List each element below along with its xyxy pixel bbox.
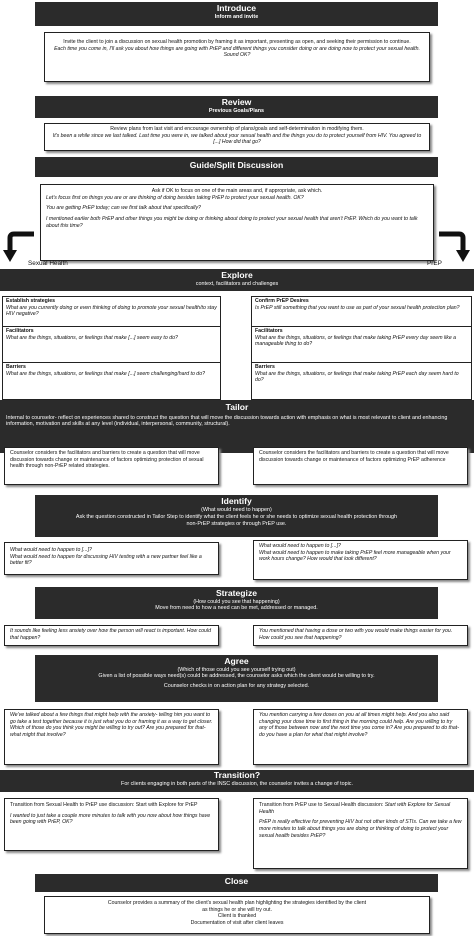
strategize-right-text: You mentioned that having a dose or two with you would make things easier for you. How could you see that happening? bbox=[259, 628, 453, 641]
explore-right-heading-1: Confirm PrEP Desires bbox=[255, 298, 309, 304]
explore-right-text-1: Is PrEP still something that you want to use as part of your sexual health protection plan? bbox=[255, 304, 460, 311]
identify-left-q1: What would need to happen to [...]? bbox=[10, 547, 92, 553]
tailor-text: Internal to counselor- reflect on experiences shared to construct the question that will move the discussion towards action with emphasis on what is most relevant to client and enhancing information, motivation and skills at any level (individual, interpersonal, community, structural). bbox=[6, 414, 448, 428]
explore-left-text-2: What are the things, situations, or feelings that make [...] seem easy to do? bbox=[6, 334, 178, 341]
identify-title: Identify bbox=[221, 496, 252, 506]
identify-right-q2: What would need to happen to make taking PrEP feel more manageable when your work hours change? How would that look different? bbox=[259, 549, 451, 563]
explore-left-strategies bbox=[3, 297, 220, 327]
strategize-left-text: It sounds like feeling less anxiety over how the person will react is important. How could that happen? bbox=[10, 628, 211, 641]
transition-title: Transition? bbox=[213, 770, 261, 780]
strategize-subtitle: (How could you see that happening) bbox=[193, 598, 280, 605]
review-header bbox=[35, 96, 438, 118]
explore-right-barriers bbox=[252, 363, 471, 386]
explore-left-heading-3: Barriers bbox=[6, 364, 26, 370]
explore-left-heading-2: Facilitators bbox=[6, 328, 34, 334]
review-box bbox=[44, 123, 430, 151]
introduce-text: Invite the client to join a discussion on sexual health promotion by framing it as important, presenting as open, and seeking their permission to continue. bbox=[63, 39, 411, 45]
right-curved-arrow-icon bbox=[437, 228, 471, 264]
identify-text: Ask the question constructed in Tailor Step to identify what the client feels he or she needs to optimize sexual health protection through non-PrEP strategies or through PrEP use. bbox=[75, 514, 398, 527]
agree-subtitle: (Which of those could you see yourself trying out) bbox=[177, 666, 296, 673]
review-text: Review plans from last visit and encourage ownership of plans/goals and self-determination in modifying them. bbox=[110, 126, 364, 132]
tailor-title: Tailor bbox=[225, 402, 249, 412]
sexual-health-label: Sexual Health bbox=[28, 260, 68, 267]
tailor-right-text: Counselor considers the facilitators and barriers to create a question that will move discussion towards change or maintenance of factors optimizing PrEP adherence bbox=[259, 450, 449, 463]
strategize-title: Strategize bbox=[215, 588, 258, 598]
guide-quote-3: I mentioned earlier both PrEP and other things you might be doing or thinking about doing to protect your sexual health that aren't PrEP. Which do you want to talk about this time? bbox=[46, 215, 418, 229]
close-line-2: Client is thanked bbox=[217, 913, 257, 920]
introduce-title: Introduce bbox=[216, 3, 257, 13]
strategize-text: Move from need to how a need can be met, addressed or managed. bbox=[155, 605, 318, 612]
agree-text-2: Counselor checks in on action plan for any strategy selected. bbox=[163, 682, 310, 689]
explore-right-text-3: What are the things, situations, or feelings that make taking PrEP each day seem hard to do? bbox=[255, 370, 459, 384]
explore-left-facilitators bbox=[3, 327, 220, 363]
guide-quote-2: You are getting PrEP today; can we first talk about that specifically? bbox=[46, 205, 201, 212]
explore-right-text-2: What are the things, situations, or feelings that make taking PrEP every day seem like a manageable thing to do? bbox=[255, 334, 457, 348]
explore-right-heading-2: Facilitators bbox=[255, 328, 283, 334]
agree-title: Agree bbox=[224, 656, 249, 666]
explore-title: Explore bbox=[221, 270, 253, 280]
close-box bbox=[44, 896, 430, 934]
close-header bbox=[35, 874, 438, 892]
guide-quote-1: Let's focus first on things you are or are thinking of doing besides taking PrEP to protect your sexual health. OK? bbox=[46, 194, 304, 201]
identify-left-box bbox=[4, 542, 219, 575]
identify-right-q1: What would need to happen to [...]? bbox=[259, 543, 341, 549]
tailor-header bbox=[0, 400, 474, 453]
guide-header bbox=[35, 157, 438, 177]
left-curved-arrow-icon bbox=[2, 228, 36, 264]
introduce-quote: Each time you come in, I'll ask you about how things are going with PrEP and different things you consider doing or are doing now to protect your sexual health. Sound OK? bbox=[54, 45, 420, 59]
guide-text: Ask if OK to focus on one of the main areas and, if appropriate, ask which. bbox=[151, 188, 323, 194]
tailor-right-box bbox=[253, 447, 468, 485]
identify-header bbox=[35, 495, 438, 537]
review-title: Review bbox=[221, 97, 252, 107]
introduce-subtitle: Inform and invite bbox=[214, 13, 259, 20]
transition-left-head: Transition from Sexual Health to PrEP use discussion: Start with Explore for PrEP bbox=[10, 802, 198, 808]
review-quote: It's been a while since we last talked. Last time you were in, we talked about your sexual health and the things you do to protect yourself from HIV. You agreed to [...] How did that go? bbox=[52, 132, 422, 146]
identify-right-box bbox=[253, 540, 468, 580]
explore-left-panel bbox=[2, 296, 221, 400]
explore-left-barriers bbox=[3, 363, 220, 379]
tailor-left-text: Counselor considers the facilitators and barriers to create a question that will move discussion towards change or maintenance of factors optimizing protection of sexual health through non-PrEP related strategies. bbox=[10, 450, 204, 470]
transition-left-quote: I wanted to just take a couple more minutes to talk with you now about how things have been going with PrEP, OK? bbox=[10, 812, 211, 826]
agree-header bbox=[35, 655, 438, 702]
transition-subtitle: For clients engaging in both parts of the INSC discussion, the counselor invites a change of topic. bbox=[121, 780, 353, 787]
guide-box bbox=[40, 184, 434, 261]
transition-right-head-b: Start with Explore for Sexual Health bbox=[259, 802, 451, 815]
explore-right-panel bbox=[251, 296, 472, 400]
explore-header bbox=[0, 269, 474, 291]
agree-text: Given a list of possible ways need(s) could be addressed, the counselor asks which the client would be willing to try. bbox=[98, 673, 375, 680]
explore-left-text-1: What are you currently doing or even thinking of doing to promote your sexual health/to stay HIV negative? bbox=[6, 304, 217, 318]
close-title: Close bbox=[224, 876, 249, 886]
explore-left-heading-1: Establish strategies bbox=[6, 298, 56, 304]
close-line-1: Counselor provides a summary of the client's sexual health plan highlighting the strategies identified by the client as things he or she will try out. bbox=[107, 900, 367, 913]
transition-left-box bbox=[4, 798, 219, 851]
introduce-header bbox=[35, 2, 438, 26]
strategize-right-box bbox=[253, 625, 468, 646]
close-line-3: Documentation of visit after client leaves bbox=[190, 919, 284, 926]
explore-left-text-3: What are the things, situations, or feelings that make [...] seem challenging/hard to do? bbox=[6, 370, 205, 377]
review-subtitle: Previous Goals/Plans bbox=[208, 107, 265, 114]
transition-right-box bbox=[253, 798, 468, 869]
transition-right-head bbox=[259, 802, 462, 815]
transition-right-quote: PrEP is really effective for preventing HIV but not other kinds of STIs. Can we take a few more minutes to talk about things you are doing or thinking of doing to protect your sexual health besides PrEP? bbox=[259, 819, 462, 839]
strategize-header bbox=[35, 587, 438, 619]
tailor-left-box bbox=[4, 447, 219, 485]
explore-right-heading-3: Barriers bbox=[255, 364, 275, 370]
transition-header bbox=[0, 770, 474, 792]
explore-right-confirm bbox=[252, 297, 471, 327]
identify-left-q2: What would need to happen for discussing HIV testing with a new partner feel like a better fit? bbox=[10, 553, 202, 567]
strategize-left-box bbox=[4, 625, 219, 646]
prep-label: PrEP bbox=[427, 260, 442, 267]
introduce-box bbox=[44, 32, 430, 82]
agree-left-box bbox=[4, 709, 219, 765]
identify-subtitle: (What would need to happen) bbox=[201, 506, 272, 513]
explore-right-facilitators bbox=[252, 327, 471, 363]
guide-title: Guide/Split Discussion bbox=[189, 160, 284, 170]
transition-right-head-a: Transition from PrEP use to Sexual Health discussion: bbox=[259, 802, 385, 808]
agree-right-text: You mention carrying a few doses on you at all times might help. And you also said changing your dose time to first thing in the morning could help. Are you willing to try any of those between now and the next time you come in? Are you prepared to do that- do you have a plan for what that might involve? bbox=[259, 712, 459, 738]
explore-subtitle: context, facilitators and challenges bbox=[195, 280, 279, 287]
agree-right-box bbox=[253, 709, 468, 765]
agree-left-text: We've talked about a few things that might help with the anxiety- telling him you want to go take a test together because it is just what you do or framing it as a way to get closer. Which of those do you think you might be willing to try out? Are you prepared for that- what might that involve? bbox=[10, 712, 213, 738]
